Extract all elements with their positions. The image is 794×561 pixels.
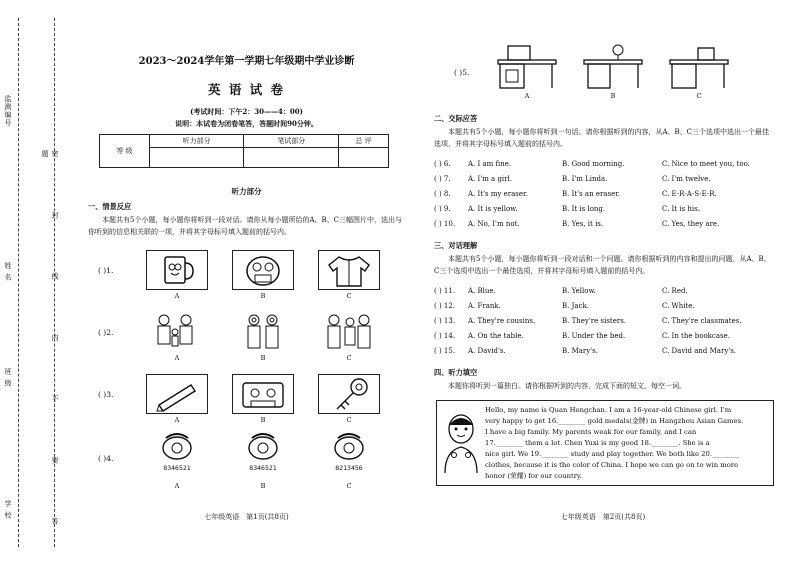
passage-line: 17.________ them a lot. Chen Yuxi is my good 18.________. She is a: [485, 439, 710, 447]
option-label-a: A: [524, 92, 530, 100]
page-1: [84, 0, 409, 561]
option-label-c: C: [346, 482, 352, 490]
exam-id-label: 监测编号: [4, 95, 12, 127]
option-c: C. It is his.: [662, 205, 700, 213]
question-2: [84, 312, 409, 362]
option-label-c: C: [346, 354, 352, 362]
exam-title: 2023～2024学年第一学期七年级期中学业诊断: [138, 56, 355, 67]
seal-line-text: 密 封 线 内 不 要 答 题: [41, 150, 59, 551]
question-3: [84, 374, 409, 424]
option-c: C. In the bookcase.: [662, 332, 730, 340]
score-cell-written[interactable]: [244, 148, 339, 168]
passage-line: I have a big family. My parents weak for our family, and I can: [485, 428, 697, 436]
score-col-total: 总 评: [339, 135, 389, 148]
cassette-icon[interactable]: [232, 374, 294, 414]
paper-title: 英 语 试 卷: [207, 82, 286, 97]
option-a: A. No, I'm not.: [468, 220, 520, 228]
option-a: A. It is yellow.: [468, 205, 518, 213]
jacket-icon[interactable]: [318, 250, 380, 290]
score-cell-listening[interactable]: [149, 148, 244, 168]
school-label: 学 校: [4, 500, 12, 520]
grade-label: 等 级: [100, 135, 150, 168]
family-icon[interactable]: [232, 312, 294, 352]
option-a: A. They're cousins.: [468, 317, 536, 325]
question-row: [434, 190, 774, 205]
question-row: [434, 332, 774, 347]
score-col-listening: 听力部分: [149, 135, 244, 148]
answer-bracket[interactable]: ( ) 14.: [434, 332, 456, 340]
passage-line: Hello, my name is Quan Hongchan. I am a 16-year-old Chinese girl. I'm: [485, 406, 732, 414]
answer-bracket[interactable]: ( ) 8.: [434, 190, 451, 198]
option-label-c: C: [346, 292, 352, 300]
passage-line: clothes, because it is the color of China. I hope we can go on to win more: [485, 461, 739, 469]
question-row: [434, 317, 774, 332]
option-b: B. They're sisters.: [562, 317, 627, 325]
phone-number: 8213456: [335, 464, 363, 472]
question-row: [434, 347, 774, 362]
option-label-a: A: [174, 482, 180, 490]
phone-number: 8346521: [163, 464, 191, 472]
option-a: A. Frank.: [468, 302, 501, 310]
section3-questions: [434, 287, 774, 362]
exam-time: (考试时间：下午2：30——4：00): [190, 107, 303, 116]
answer-bracket[interactable]: ( ) 7.: [434, 175, 451, 183]
section2-instruction: 本题共有5个小题，每小题你将听到一句话。请你根据听到的内容，从A、B、C三个选项中选出一个最佳选项，并将其字母标号填入题前的括号内。: [434, 128, 770, 148]
section3-instruction: 本题共有5个小题，每小题你将听到一段对话和一个问题。请你根据听到的内容和提出的问题，从A、B、C三个选项中选出一个最佳选项，并将其字母标号填入题前的括号内。: [434, 255, 771, 275]
option-a: A. David's.: [468, 347, 506, 355]
option-label-b: B: [260, 416, 266, 424]
option-b: B. Good morning.: [562, 160, 625, 168]
answer-bracket[interactable]: ( ) 9.: [434, 205, 451, 213]
option-b: B. Under the bed.: [562, 332, 626, 340]
phone-icon[interactable]: [146, 430, 208, 478]
question-number: ( )2.: [98, 328, 114, 337]
question-number: ( )4.: [98, 454, 114, 463]
option-b: B. Yes, it is.: [562, 220, 604, 228]
name-label: 姓 名: [4, 262, 12, 282]
section2-questions: [434, 160, 774, 235]
section3-title: 三、对话理解: [434, 241, 478, 250]
question-row: [434, 220, 774, 235]
passage-line: very happy to get 16.________ gold medals(金牌) in Hangzhou Asian Games.: [485, 417, 744, 425]
passage-line: nice girl. We 19.________ study and play together. We both like 20.________: [485, 450, 740, 458]
passage-text: [485, 405, 771, 482]
option-label-a: A: [174, 416, 180, 424]
section1-instruction: 本题共有5个小题，每小题你将听到一段对话。请你从每小题所给的A、B、C三幅图片中，选出与你听到的信息相关联的一项，并将其字母标号填入题前的括号内。: [88, 216, 403, 236]
question-row: [434, 287, 774, 302]
family-icon[interactable]: [318, 312, 380, 352]
question-4: [84, 430, 409, 490]
option-c: C. White.: [662, 302, 695, 310]
answer-bracket[interactable]: ( ) 15.: [434, 347, 456, 355]
option-c: C. I'm twelve.: [662, 175, 711, 183]
question-row: [434, 205, 774, 220]
option-c: C. David and Mary's.: [662, 347, 737, 355]
option-b: B. Mary's.: [562, 347, 598, 355]
cup-icon[interactable]: [146, 250, 208, 290]
backpack-icon[interactable]: [232, 250, 294, 290]
section1-title: 一、情景反应: [88, 202, 132, 211]
section4-instruction: 本题你将听到一篇独白。请你根据听到的内容，完成下面的短文，每空一词。: [448, 382, 686, 390]
phone-icon[interactable]: [232, 430, 294, 478]
exam-note: 说明：本试卷为闭卷笔答，答题时间90分钟。: [175, 119, 318, 128]
option-label-a: A: [174, 354, 180, 362]
option-label-b: B: [260, 292, 266, 300]
answer-bracket[interactable]: ( ) 10.: [434, 220, 456, 228]
class-label: 班 级: [4, 368, 12, 388]
option-label-b: B: [610, 92, 616, 100]
option-c: C. Red.: [662, 287, 688, 295]
score-table: [99, 134, 389, 168]
option-c: C. Nice to meet you, too.: [662, 160, 750, 168]
cut-line: [18, 18, 19, 547]
option-label-a: A: [174, 292, 180, 300]
answer-bracket[interactable]: ( ) 13.: [434, 317, 456, 325]
passage-line: honor (荣耀) for our country.: [485, 472, 583, 480]
option-b: B. I'm Linda.: [562, 175, 608, 183]
answer-bracket[interactable]: ( ) 6.: [434, 160, 451, 168]
option-label-c: C: [696, 92, 702, 100]
option-a: A. It's my eraser.: [468, 190, 528, 198]
option-a: A. I am fine.: [468, 160, 512, 168]
option-c: C. E-R-A-S-E-R.: [662, 190, 717, 198]
phone-number: 8346521: [249, 464, 277, 472]
option-label-b: B: [260, 482, 266, 490]
option-b: B. It is long.: [562, 205, 606, 213]
option-b: B. It's an eraser.: [562, 190, 621, 198]
question-number: ( )3.: [98, 390, 114, 399]
option-c: C. Yes, they are.: [662, 220, 720, 228]
pencil-icon[interactable]: [146, 374, 208, 414]
page-footer: 七年级英语 第2页(共8页): [560, 513, 646, 521]
option-label-c: C: [346, 416, 352, 424]
option-label-b: B: [260, 354, 266, 362]
passage-box: [436, 400, 774, 486]
desk-icon[interactable]: [578, 42, 648, 90]
girl-portrait-icon: [441, 411, 481, 475]
page-2: [428, 0, 778, 561]
listening-heading: 听力部分: [231, 187, 262, 196]
score-col-written: 笔试部分: [244, 135, 339, 148]
key-icon[interactable]: [318, 374, 380, 414]
page-footer: 七年级英语 第1页(共8页): [204, 513, 289, 521]
question-row: [434, 302, 774, 317]
option-b: B. Yellow.: [562, 287, 596, 295]
desk-icon[interactable]: [492, 42, 562, 90]
option-a: A. On the table.: [468, 332, 524, 340]
question-1: [84, 250, 409, 300]
section2-title: 二、交际应答: [434, 114, 478, 123]
phone-icon[interactable]: [318, 430, 380, 478]
question-row: [434, 160, 774, 175]
question-number: ( )5.: [454, 68, 470, 77]
option-a: A. Blue.: [468, 287, 496, 295]
answer-bracket[interactable]: ( ) 12.: [434, 302, 456, 310]
family-icon[interactable]: [146, 312, 208, 352]
option-b: B. Jack.: [562, 302, 589, 310]
answer-bracket[interactable]: ( ) 11.: [434, 287, 456, 295]
section4-title: 四、听力填空: [434, 368, 478, 377]
option-c: C. They're classmates.: [662, 317, 742, 325]
desk-icon[interactable]: [664, 42, 734, 90]
score-cell-total[interactable]: [339, 148, 389, 168]
binding-margin: [0, 0, 62, 561]
question-row: [434, 175, 774, 190]
question-number: ( )1.: [98, 266, 114, 275]
option-a: A. I'm a girl.: [468, 175, 512, 183]
